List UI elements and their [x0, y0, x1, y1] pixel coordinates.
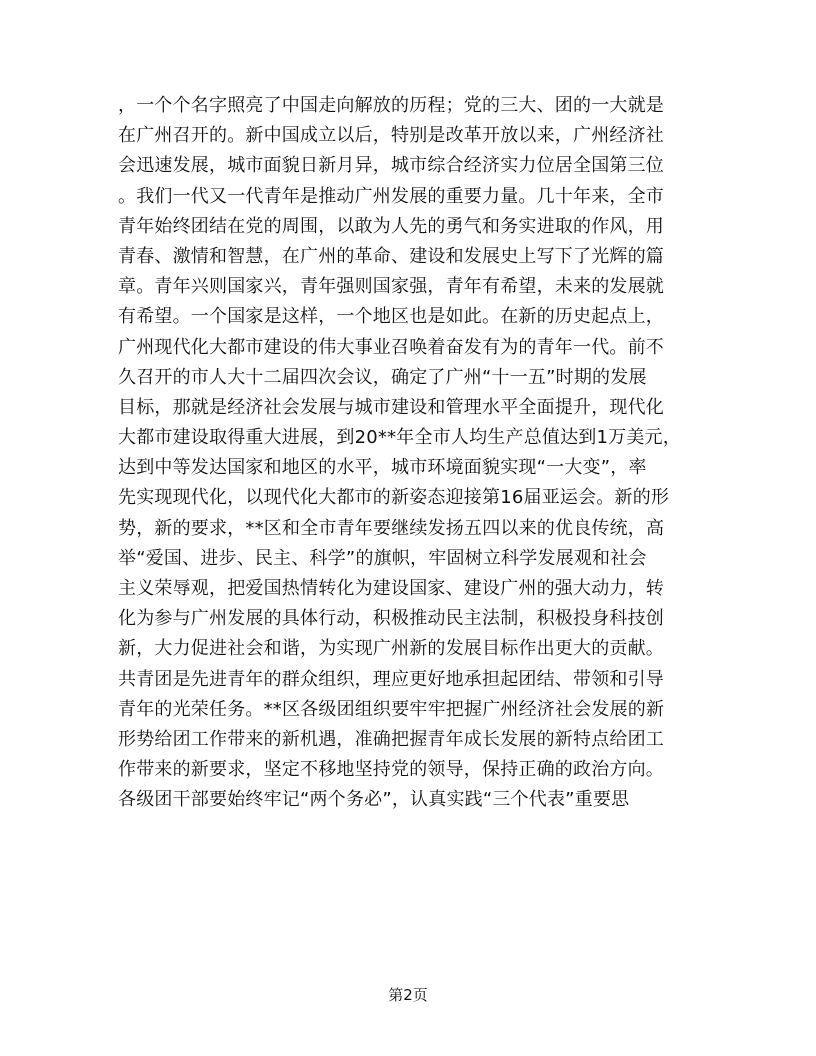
text-line: 青年始终团结在党的周围，以敢为人先的勇气和务实进取的作风，用	[118, 215, 664, 237]
text-line: 青年的光荣任务。**区各级团组织要牢牢把握广州经济社会发展的新	[118, 698, 665, 720]
text-line: 广州现代化大都市建设的伟大事业召唤着奋发有为的青年一代。前不	[118, 336, 664, 358]
text-line: 共青团是先进青年的群众组织，理应更好地承担起团结、带领和引导	[118, 668, 664, 690]
text-line: 各级团干部要始终牢记“两个务必”，认真实践“三个代表”重要思	[118, 789, 630, 811]
body-text	[118, 91, 688, 816]
text-line: 久召开的市人大十二届四次会议，确定了广州“十一五”时期的发展	[118, 366, 647, 388]
text-line: 化为参与广州发展的具体行动，积极推动民主法制，积极投身科技创	[118, 608, 664, 630]
text-line: 在广州召开的。新中国成立以后，特别是改革开放以来，广州经济社	[118, 125, 664, 147]
page-number: 第2页	[388, 986, 428, 1004]
text-line: 青春、激情和智慧，在广州的革命、建设和发展史上写下了光辉的篇	[118, 245, 664, 267]
text-line: 形势给团工作带来的新机遇，准确把握青年成长发展的新特点给团工	[118, 728, 664, 750]
text-line: 章。青年兴则国家兴，青年强则国家强，青年有希望，未来的发展就	[118, 276, 664, 298]
text-line: 举“爱国、进步、民主、科学”的旗帜，牢固树立科学发展观和社会	[118, 547, 647, 569]
text-line: 达到中等发达国家和地区的水平，城市环境面貌实现“一大变”，率	[118, 457, 647, 479]
text-line: 主义荣辱观，把爱国热情转化为建设国家、建设广州的强大动力，转	[118, 578, 664, 599]
text-line: 新，大力促进社会和谐，为实现广州新的发展目标作出更大的贡献。	[118, 638, 664, 660]
text-line: 会迅速发展，城市面貌日新月异，城市综合经济实力位居全国第三位	[118, 155, 664, 177]
text-line: 势，新的要求，**区和全市青年要继续发扬五四以来的优良传统，高	[118, 517, 665, 539]
text-line: 作带来的新要求，坚定不移地坚持党的领导，保持正确的政治方向。	[118, 759, 664, 781]
text-line: 有希望。一个国家是这样，一个地区也是如此。在新的历史起点上，	[118, 306, 664, 328]
text-line: ，一个个名字照亮了中国走向解放的历程；党的三大、团的一大就是	[118, 95, 664, 116]
text-line: 大都市建设取得重大进展，到20**年全市人均生产总值达到1万美元，	[118, 427, 681, 449]
text-line: 。我们一代又一代青年是推动广州发展的重要力量。几十年来，全市	[118, 185, 664, 207]
text-line: 目标，那就是经济社会发展与城市建设和管理水平全面提升，现代化	[118, 396, 664, 418]
text-line: 先实现现代化，以现代化大都市的新姿态迎接第16届亚运会。新的形	[118, 487, 670, 509]
